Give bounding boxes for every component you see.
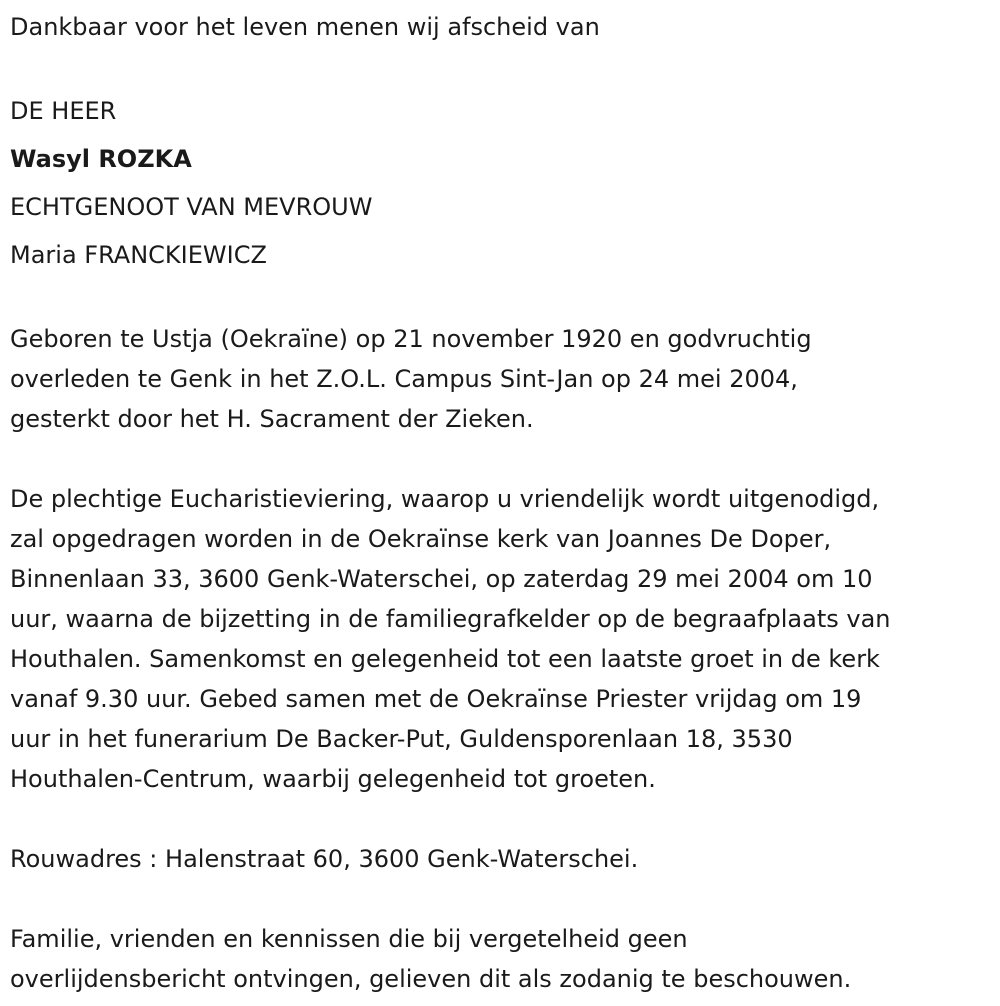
paragraph-line: Binnenlaan 33, 3600 Genk-Waterschei, op zaterdag 29 mei 2004 om 10 — [10, 565, 873, 593]
spouse-label: ECHTGENOOT VAN MEVROUW — [10, 193, 373, 221]
paragraph-line: gesterkt door het H. Sacrament der Zieken. — [10, 405, 534, 433]
paragraph-line: uur in het funerarium De Backer-Put, Guldensporenlaan 18, 3530 — [10, 725, 793, 753]
spacer — [10, 879, 995, 919]
mourning-address: Rouwadres : Halenstraat 60, 3600 Genk-Waterschei. — [10, 845, 639, 873]
deceased-name: Wasyl ROZKA — [10, 145, 192, 173]
spacer — [10, 439, 995, 479]
spacer — [10, 799, 995, 839]
deceased-title: DE HEER — [10, 97, 117, 125]
spouse-name: Maria FRANCKIEWICZ — [10, 241, 267, 269]
intro-text: Dankbaar voor het leven menen wij afscheid van — [10, 13, 600, 41]
birth-death-paragraph — [10, 319, 995, 439]
paragraph-line: overleden te Genk in het Z.O.L. Campus Sint-Jan op 24 mei 2004, — [10, 365, 798, 393]
spacer — [10, 47, 995, 87]
paragraph-line: overlijdensbericht ontvingen, gelieven dit als zodanig te beschouwen. — [10, 965, 852, 993]
spacer — [10, 279, 995, 319]
paragraph-line: Houthalen-Centrum, waarbij gelegenheid tot groeten. — [10, 765, 656, 793]
obituary-document — [10, 7, 995, 999]
closing-paragraph — [10, 919, 995, 999]
paragraph-line: vanaf 9.30 uur. Gebed samen met de Oekraïnse Priester vrijdag om 19 — [10, 685, 862, 713]
paragraph-line: Familie, vrienden en kennissen die bij vergetelheid geen — [10, 925, 688, 953]
paragraph-line: Houthalen. Samenkomst en gelegenheid tot een laatste groet in de kerk — [10, 645, 880, 673]
paragraph-line: Geboren te Ustja (Oekraïne) op 21 november 1920 en godvruchtig — [10, 325, 812, 353]
deceased-block — [10, 87, 995, 279]
paragraph-line: uur, waarna de bijzetting in de familiegrafkelder op de begraafplaats van — [10, 605, 891, 633]
paragraph-line: zal opgedragen worden in de Oekraïnse kerk van Joannes De Doper, — [10, 525, 832, 553]
ceremony-paragraph — [10, 479, 995, 799]
paragraph-line: De plechtige Eucharistieviering, waarop u vriendelijk wordt uitgenodigd, — [10, 485, 880, 513]
